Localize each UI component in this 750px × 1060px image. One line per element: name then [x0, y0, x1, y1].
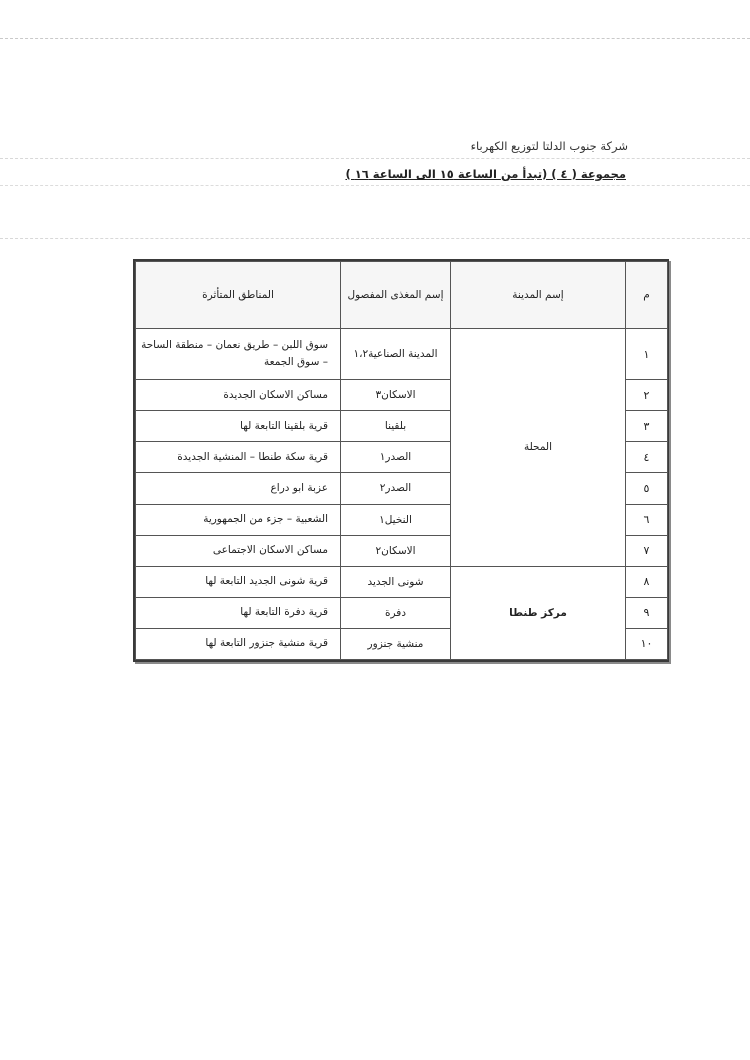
row-number: ١٠ — [626, 628, 668, 659]
row-number: ٦ — [626, 504, 668, 535]
company-name: شركة جنوب الدلتا لتوزيع الكهرباء — [470, 139, 628, 153]
feeder-cell: النخيل١ — [341, 504, 451, 535]
row-number: ٧ — [626, 535, 668, 566]
row-number: ٩ — [626, 597, 668, 628]
row-number: ٣ — [626, 411, 668, 442]
row-number: ٨ — [626, 566, 668, 597]
feeder-cell: المدينة الصناعية١،٢ — [341, 329, 451, 380]
row-number: ٤ — [626, 442, 668, 473]
schedule-table — [133, 259, 669, 662]
city-cell: مركز طنطا — [451, 566, 626, 659]
area-cell: قرية بلقينا التابعة لها — [136, 411, 341, 442]
column-header-city: إسم المدينة — [451, 262, 626, 329]
feeder-cell: الصدر١ — [341, 442, 451, 473]
column-header-number: م — [626, 262, 668, 329]
city-cell: المحلة — [451, 329, 626, 566]
area-cell: قرية سكة طنطا – المنشية الجديدة — [136, 442, 341, 473]
column-header-areas: المناطق المتأثرة — [136, 262, 341, 329]
feeder-cell: الصدر٢ — [341, 473, 451, 504]
area-cell: قرية دفرة التابعة لها — [136, 597, 341, 628]
table-row — [136, 566, 668, 597]
area-cell: قرية منشية جنزور التابعة لها — [136, 628, 341, 659]
feeder-cell: الاسكان٢ — [341, 535, 451, 566]
feeder-cell: الاسكان٣ — [341, 380, 451, 411]
area-cell: سوق اللبن – طريق نعمان – منطقة الساحة – سوق الجمعة — [136, 329, 341, 380]
scan-line — [0, 185, 750, 186]
row-number: ١ — [626, 329, 668, 380]
schedule-table-grid — [135, 261, 668, 660]
group-title: مجموعة ( ٤ ) (تبدأ من الساعة ١٥ الى الساعة ١٦ ) — [345, 167, 626, 181]
area-cell: مساكن الاسكان الاجتماعى — [136, 535, 341, 566]
scan-line — [0, 38, 750, 39]
area-cell: قرية شونى الجديد التابعة لها — [136, 566, 341, 597]
feeder-cell: منشية جنزور — [341, 628, 451, 659]
area-cell: عزبة ابو دراع — [136, 473, 341, 504]
table-header-row — [136, 262, 668, 329]
feeder-cell: شونى الجديد — [341, 566, 451, 597]
area-cell: مساكن الاسكان الجديدة — [136, 380, 341, 411]
table-row — [136, 329, 668, 380]
row-number: ٢ — [626, 380, 668, 411]
area-cell: الشعبية – جزء من الجمهورية — [136, 504, 341, 535]
column-header-feeder: إسم المغذى المفصول — [341, 262, 451, 329]
scan-line — [0, 238, 750, 239]
row-number: ٥ — [626, 473, 668, 504]
feeder-cell: بلقينا — [341, 411, 451, 442]
scan-line — [0, 158, 750, 159]
feeder-cell: دفرة — [341, 597, 451, 628]
